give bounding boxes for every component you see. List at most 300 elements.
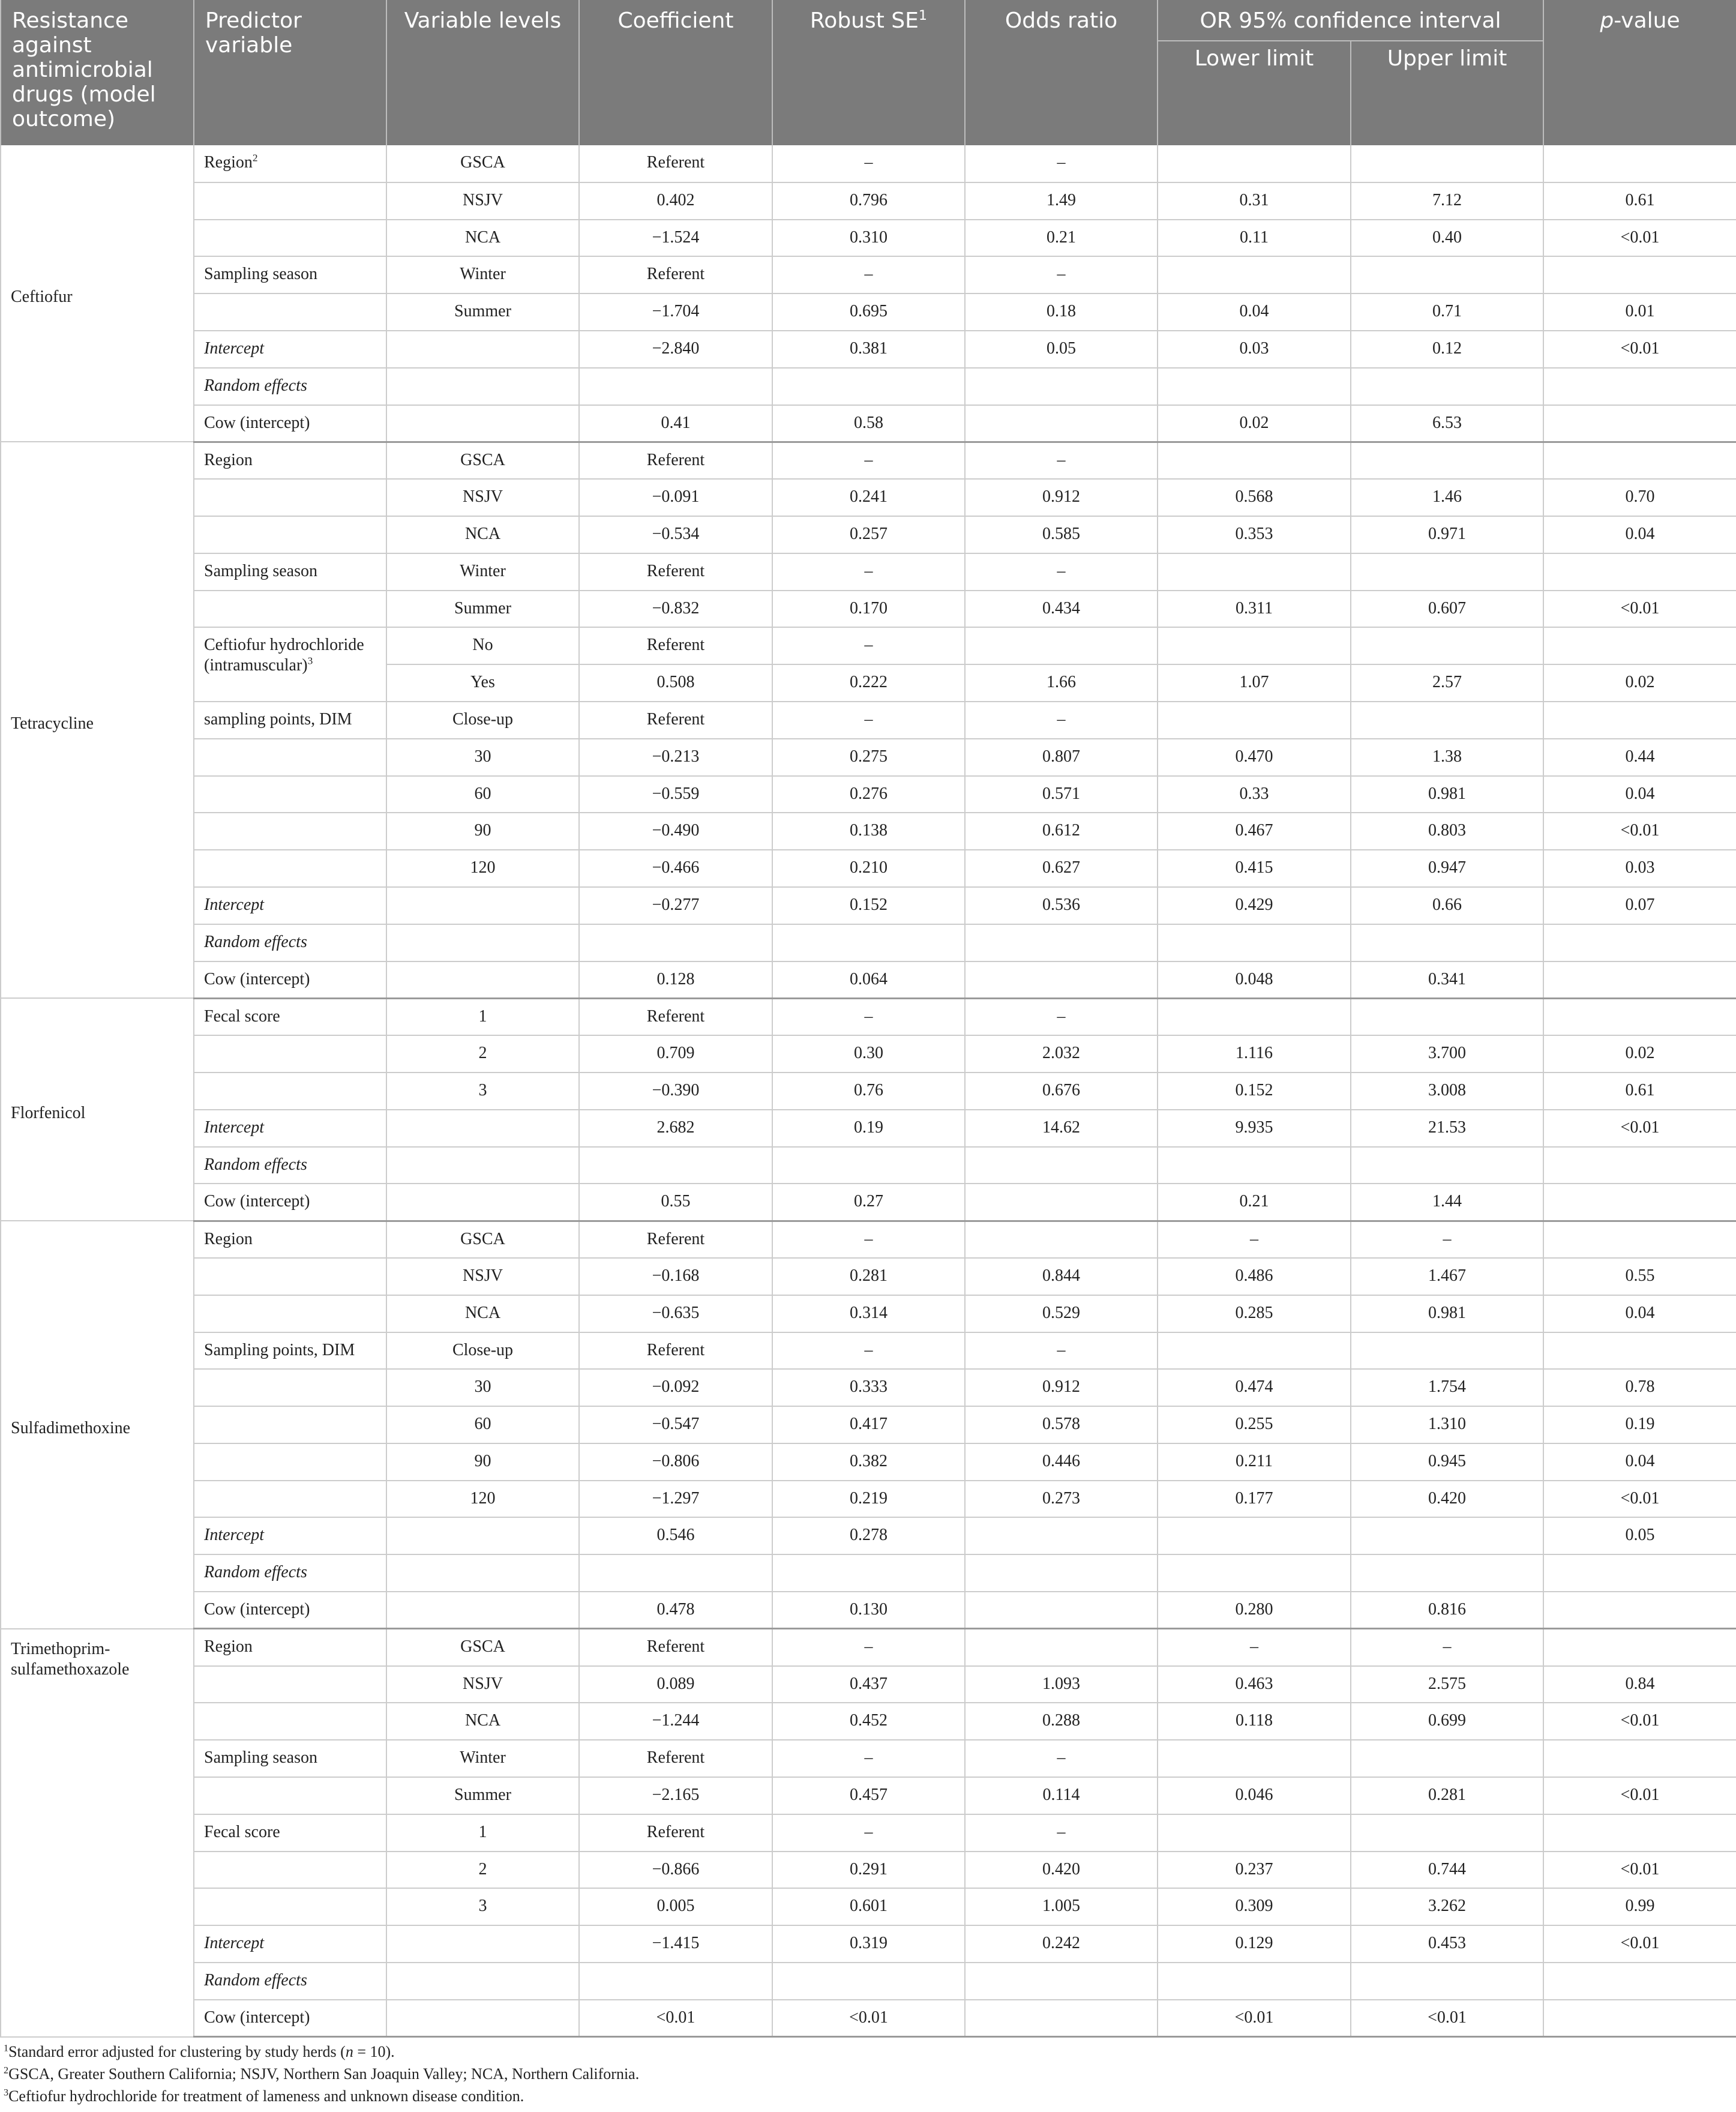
p-value-cell xyxy=(1543,1963,1736,2000)
robust-se-cell: – xyxy=(772,1814,965,1852)
predictor-cell xyxy=(194,739,386,776)
footnote-italic-text: n xyxy=(345,2043,353,2061)
coefficient-cell: Referent xyxy=(579,1332,772,1370)
p-value-cell: 0.04 xyxy=(1543,1443,1736,1481)
ci-lower-cell: 0.177 xyxy=(1158,1481,1351,1518)
table-row xyxy=(1,1332,1736,1370)
robust-se-cell: – xyxy=(772,702,965,739)
predictor-label: Region xyxy=(204,1229,253,1248)
table-row xyxy=(1,1629,1736,1666)
robust-se-cell xyxy=(772,1147,965,1184)
coefficient-cell: −0.534 xyxy=(579,516,772,553)
p-value-cell xyxy=(1543,145,1736,182)
variable-level-cell: NCA xyxy=(386,220,579,257)
variable-level-cell xyxy=(386,1592,579,1629)
ci-upper-cell: 7.12 xyxy=(1351,182,1543,220)
predictor-cell xyxy=(194,1517,386,1554)
p-value-cell xyxy=(1543,405,1736,442)
predictor-cell xyxy=(194,1184,386,1221)
robust-se-cell: 0.310 xyxy=(772,220,965,257)
table-row xyxy=(1,1221,1736,1258)
p-value-cell: 0.84 xyxy=(1543,1666,1736,1703)
ci-upper-cell: 0.971 xyxy=(1351,516,1543,553)
ci-lower-cell: 0.467 xyxy=(1158,813,1351,850)
ci-upper-cell: 0.947 xyxy=(1351,850,1543,887)
coefficient-cell xyxy=(579,1147,772,1184)
odds-ratio-cell: – xyxy=(965,553,1158,591)
robust-se-cell: 0.333 xyxy=(772,1369,965,1406)
header-lower-limit: Lower limit xyxy=(1158,41,1351,145)
table-row xyxy=(1,702,1736,739)
ci-upper-cell: 1.46 xyxy=(1351,479,1543,516)
coefficient-cell: 0.55 xyxy=(579,1184,772,1221)
robust-se-cell: – xyxy=(772,256,965,293)
predictor-label: Cow (intercept) xyxy=(204,969,310,988)
footnote-number: 3 xyxy=(4,2087,9,2098)
robust-se-cell: <0.01 xyxy=(772,2000,965,2037)
predictor-cell xyxy=(194,1703,386,1740)
coefficient-cell xyxy=(579,924,772,961)
robust-se-cell: – xyxy=(772,627,965,664)
ci-lower-cell: 1.116 xyxy=(1158,1035,1351,1073)
predictor-cell xyxy=(194,479,386,516)
ci-lower-cell xyxy=(1158,256,1351,293)
variable-level-cell xyxy=(386,2000,579,2037)
odds-ratio-cell xyxy=(965,1517,1158,1554)
coefficient-cell xyxy=(579,1554,772,1592)
predictor-cell xyxy=(194,1963,386,2000)
predictor-cell xyxy=(194,591,386,628)
table-row xyxy=(1,145,1736,182)
table-row xyxy=(1,1369,1736,1406)
odds-ratio-cell: 0.273 xyxy=(965,1481,1158,1518)
ci-upper-cell xyxy=(1351,1517,1543,1554)
table-body xyxy=(1,145,1736,2037)
ci-lower-cell: 0.568 xyxy=(1158,479,1351,516)
ci-upper-cell xyxy=(1351,702,1543,739)
variable-level-cell: Winter xyxy=(386,256,579,293)
variable-level-cell xyxy=(386,1184,579,1221)
coefficient-cell: −0.806 xyxy=(579,1443,772,1481)
predictor-cell xyxy=(194,1258,386,1295)
header-p-rest: -value xyxy=(1614,8,1680,33)
robust-se-cell: 0.437 xyxy=(772,1666,965,1703)
coefficient-cell: −1.415 xyxy=(579,1925,772,1963)
odds-ratio-cell: 0.446 xyxy=(965,1443,1158,1481)
footnote-text-end: = 10). xyxy=(353,2043,395,2061)
coefficient-cell: Referent xyxy=(579,1814,772,1852)
variable-level-cell xyxy=(386,1554,579,1592)
predictor-cell xyxy=(194,924,386,961)
table-row xyxy=(1,442,1736,479)
ci-lower-cell: 0.152 xyxy=(1158,1073,1351,1110)
ci-upper-cell: 0.744 xyxy=(1351,1852,1543,1889)
footnote-text: Ceftiofur hydrochloride for treatment of lameness and unknown disease condition. xyxy=(8,2087,524,2105)
odds-ratio-cell: – xyxy=(965,998,1158,1035)
predictor-cell xyxy=(194,1481,386,1518)
ci-upper-cell: 1.467 xyxy=(1351,1258,1543,1295)
coefficient-cell: 0.709 xyxy=(579,1035,772,1073)
variable-level-cell: 60 xyxy=(386,1406,579,1443)
robust-se-cell: 0.257 xyxy=(772,516,965,553)
ci-upper-cell: 1.754 xyxy=(1351,1369,1543,1406)
odds-ratio-cell xyxy=(965,627,1158,664)
ci-upper-cell xyxy=(1351,368,1543,405)
predictor-cell xyxy=(194,813,386,850)
predictor-cell xyxy=(194,256,386,293)
p-value-cell: 0.61 xyxy=(1543,182,1736,220)
ci-lower-cell: 0.11 xyxy=(1158,220,1351,257)
ci-lower-cell: – xyxy=(1158,1221,1351,1258)
ci-upper-cell: 0.981 xyxy=(1351,1295,1543,1332)
table-row xyxy=(1,1852,1736,1889)
p-value-cell: <0.01 xyxy=(1543,1777,1736,1814)
coefficient-cell: −1.524 xyxy=(579,220,772,257)
odds-ratio-cell: 0.242 xyxy=(965,1925,1158,1963)
outcome-cell: Ceftiofur xyxy=(1,145,194,442)
ci-lower-cell: 0.463 xyxy=(1158,1666,1351,1703)
odds-ratio-cell xyxy=(965,368,1158,405)
robust-se-cell: 0.275 xyxy=(772,739,965,776)
p-value-cell: <0.01 xyxy=(1543,591,1736,628)
table-row xyxy=(1,293,1736,331)
ci-lower-cell: 0.470 xyxy=(1158,739,1351,776)
variable-level-cell: 60 xyxy=(386,776,579,813)
ci-upper-cell xyxy=(1351,1147,1543,1184)
p-value-cell: 0.04 xyxy=(1543,1295,1736,1332)
p-value-cell xyxy=(1543,924,1736,961)
robust-se-cell: – xyxy=(772,998,965,1035)
ci-upper-cell: 21.53 xyxy=(1351,1110,1543,1147)
table-row xyxy=(1,1110,1736,1147)
ci-upper-cell: 0.40 xyxy=(1351,220,1543,257)
predictor-label: Fecal score xyxy=(204,1822,280,1841)
ci-upper-cell: 0.803 xyxy=(1351,813,1543,850)
footnote xyxy=(4,2042,1736,2061)
odds-ratio-cell: 14.62 xyxy=(965,1110,1158,1147)
p-value-cell: 0.04 xyxy=(1543,776,1736,813)
predictor-cell xyxy=(194,405,386,442)
ci-lower-cell xyxy=(1158,1517,1351,1554)
odds-ratio-cell: 0.21 xyxy=(965,220,1158,257)
robust-se-cell: 0.601 xyxy=(772,1888,965,1925)
header-robust-se-footnote-mark: 1 xyxy=(918,8,928,23)
robust-se-cell: 0.27 xyxy=(772,1184,965,1221)
ci-upper-cell: 0.981 xyxy=(1351,776,1543,813)
table-row xyxy=(1,961,1736,999)
variable-level-cell: NCA xyxy=(386,1703,579,1740)
header-p-italic: p xyxy=(1600,8,1614,33)
footnote xyxy=(4,2087,1736,2105)
predictor-cell xyxy=(194,887,386,924)
predictor-label: sampling points, DIM xyxy=(204,709,352,729)
odds-ratio-cell: 1.005 xyxy=(965,1888,1158,1925)
variable-level-cell: GSCA xyxy=(386,1221,579,1258)
ci-lower-cell: 0.21 xyxy=(1158,1184,1351,1221)
variable-level-cell: GSCA xyxy=(386,1629,579,1666)
predictor-cell xyxy=(194,1554,386,1592)
p-value-cell xyxy=(1543,553,1736,591)
p-value-cell xyxy=(1543,1592,1736,1629)
p-value-cell: <0.01 xyxy=(1543,1925,1736,1963)
odds-ratio-cell: 0.420 xyxy=(965,1852,1158,1889)
odds-ratio-cell xyxy=(965,2000,1158,2037)
footnote-text: Standard error adjusted for clustering by study herds ( xyxy=(8,2043,346,2061)
table-row xyxy=(1,998,1736,1035)
ci-upper-cell: 3.700 xyxy=(1351,1035,1543,1073)
robust-se-cell: 0.222 xyxy=(772,664,965,702)
table-row xyxy=(1,1035,1736,1073)
p-value-cell: 0.01 xyxy=(1543,293,1736,331)
table-row xyxy=(1,850,1736,887)
odds-ratio-cell xyxy=(965,1963,1158,2000)
variable-level-cell: 2 xyxy=(386,1035,579,1073)
p-value-cell: 0.02 xyxy=(1543,1035,1736,1073)
odds-ratio-cell xyxy=(965,1221,1158,1258)
variable-level-cell: 90 xyxy=(386,1443,579,1481)
p-value-cell: 0.04 xyxy=(1543,516,1736,553)
ci-upper-cell xyxy=(1351,627,1543,664)
ci-lower-cell: 0.285 xyxy=(1158,1295,1351,1332)
variable-level-cell: Close-up xyxy=(386,702,579,739)
robust-se-cell: 0.319 xyxy=(772,1925,965,1963)
robust-se-cell: 0.796 xyxy=(772,182,965,220)
predictor-label: Cow (intercept) xyxy=(204,2008,310,2027)
variable-level-cell: NSJV xyxy=(386,479,579,516)
p-value-cell xyxy=(1543,702,1736,739)
variable-level-cell xyxy=(386,368,579,405)
p-value-cell: 0.03 xyxy=(1543,850,1736,887)
odds-ratio-cell xyxy=(965,405,1158,442)
coefficient-cell: Referent xyxy=(579,702,772,739)
predictor-label: Ceftiofur hydrochloride (intramuscular) xyxy=(204,636,364,675)
variable-level-cell xyxy=(386,1925,579,1963)
table-row xyxy=(1,256,1736,293)
coefficient-cell: −2.840 xyxy=(579,331,772,368)
predictor-label: Random effects xyxy=(204,1563,307,1582)
outcome-cell: Florfenicol xyxy=(1,998,194,1221)
predictor-cell xyxy=(194,1035,386,1073)
ci-lower-cell: 0.33 xyxy=(1158,776,1351,813)
coefficient-cell xyxy=(579,368,772,405)
p-value-cell: <0.01 xyxy=(1543,331,1736,368)
ci-upper-cell: 0.945 xyxy=(1351,1443,1543,1481)
header-robust-se-label: Robust SE xyxy=(809,8,919,33)
odds-ratio-cell: 0.627 xyxy=(965,850,1158,887)
ci-lower-cell: 9.935 xyxy=(1158,1110,1351,1147)
header-p-value xyxy=(1543,0,1736,145)
header-ci: OR 95% confidence interval xyxy=(1158,0,1543,41)
robust-se-cell: 0.30 xyxy=(772,1035,965,1073)
ci-lower-cell: 0.415 xyxy=(1158,850,1351,887)
variable-level-cell: NSJV xyxy=(386,182,579,220)
robust-se-cell: 0.291 xyxy=(772,1852,965,1889)
ci-lower-cell xyxy=(1158,998,1351,1035)
coefficient-cell: −0.547 xyxy=(579,1406,772,1443)
odds-ratio-cell: 0.114 xyxy=(965,1777,1158,1814)
predictor-cell xyxy=(194,1147,386,1184)
ci-upper-cell: 0.607 xyxy=(1351,591,1543,628)
p-value-cell: 0.02 xyxy=(1543,664,1736,702)
predictor-label: Cow (intercept) xyxy=(204,1600,310,1619)
coefficient-cell: −0.213 xyxy=(579,739,772,776)
robust-se-cell: – xyxy=(772,1332,965,1370)
table-row xyxy=(1,1517,1736,1554)
predictor-label: Random effects xyxy=(204,376,307,395)
variable-level-cell: 1 xyxy=(386,998,579,1035)
predictor-cell xyxy=(194,1777,386,1814)
ci-lower-cell: 0.280 xyxy=(1158,1592,1351,1629)
predictor-cell xyxy=(194,1888,386,1925)
odds-ratio-cell: 0.434 xyxy=(965,591,1158,628)
odds-ratio-cell: 0.676 xyxy=(965,1073,1158,1110)
ci-upper-cell: 1.310 xyxy=(1351,1406,1543,1443)
ci-upper-cell: 2.57 xyxy=(1351,664,1543,702)
header-coefficient: Coefficient xyxy=(579,0,772,145)
coefficient-cell: 0.508 xyxy=(579,664,772,702)
odds-ratio-cell: – xyxy=(965,145,1158,182)
odds-ratio-cell: 0.585 xyxy=(965,516,1158,553)
odds-ratio-cell: 0.05 xyxy=(965,331,1158,368)
p-value-cell: <0.01 xyxy=(1543,1481,1736,1518)
predictor-cell xyxy=(194,1443,386,1481)
footnote-number: 1 xyxy=(4,2043,9,2054)
table-row xyxy=(1,1666,1736,1703)
table-header xyxy=(1,0,1736,145)
table-row xyxy=(1,1443,1736,1481)
ci-lower-cell: 0.118 xyxy=(1158,1703,1351,1740)
ci-upper-cell: 3.262 xyxy=(1351,1888,1543,1925)
predictor-label: Intercept xyxy=(204,338,265,358)
predictor-cell xyxy=(194,627,386,702)
p-value-cell: 0.99 xyxy=(1543,1888,1736,1925)
variable-level-cell: Yes xyxy=(386,664,579,702)
table-row xyxy=(1,1592,1736,1629)
p-value-cell: 0.05 xyxy=(1543,1517,1736,1554)
table-row xyxy=(1,1481,1736,1518)
variable-level-cell: 120 xyxy=(386,1481,579,1518)
ci-lower-cell: 0.309 xyxy=(1158,1888,1351,1925)
table-row xyxy=(1,2000,1736,2037)
coefficient-cell: Referent xyxy=(579,1221,772,1258)
variable-level-cell xyxy=(386,1110,579,1147)
p-value-cell: <0.01 xyxy=(1543,1703,1736,1740)
odds-ratio-cell xyxy=(965,1554,1158,1592)
ci-lower-cell: 0.429 xyxy=(1158,887,1351,924)
ci-lower-cell: 0.486 xyxy=(1158,1258,1351,1295)
predictor-label: Region xyxy=(204,450,253,469)
variable-level-cell: Summer xyxy=(386,1777,579,1814)
predictor-cell xyxy=(194,182,386,220)
ci-lower-cell xyxy=(1158,1332,1351,1370)
predictor-label: Random effects xyxy=(204,1155,307,1174)
predictor-label: Random effects xyxy=(204,932,307,951)
table-row xyxy=(1,1554,1736,1592)
variable-level-cell: Summer xyxy=(386,293,579,331)
ci-upper-cell xyxy=(1351,1554,1543,1592)
odds-ratio-cell: 0.807 xyxy=(965,739,1158,776)
coefficient-cell: Referent xyxy=(579,442,772,479)
predictor-cell xyxy=(194,1852,386,1889)
robust-se-cell: – xyxy=(772,145,965,182)
footnote xyxy=(4,2065,1736,2083)
variable-level-cell: 30 xyxy=(386,739,579,776)
ci-lower-cell xyxy=(1158,368,1351,405)
ci-upper-cell: 1.38 xyxy=(1351,739,1543,776)
robust-se-cell: 0.381 xyxy=(772,331,965,368)
table-row xyxy=(1,1147,1736,1184)
variable-level-cell: Summer xyxy=(386,591,579,628)
ci-lower-cell: 0.255 xyxy=(1158,1406,1351,1443)
odds-ratio-cell: 0.612 xyxy=(965,813,1158,850)
p-value-cell: 0.70 xyxy=(1543,479,1736,516)
p-value-cell xyxy=(1543,1814,1736,1852)
table-row xyxy=(1,627,1736,664)
robust-se-cell xyxy=(772,924,965,961)
coefficient-cell: 0.546 xyxy=(579,1517,772,1554)
p-value-cell xyxy=(1543,256,1736,293)
coefficient-cell: Referent xyxy=(579,998,772,1035)
outcome-cell: Trimethoprim-sulfamethoxazole xyxy=(1,1629,194,2037)
table-row xyxy=(1,220,1736,257)
predictor-cell xyxy=(194,442,386,479)
predictor-cell xyxy=(194,702,386,739)
coefficient-cell: −0.466 xyxy=(579,850,772,887)
table-row xyxy=(1,887,1736,924)
predictor-label: Cow (intercept) xyxy=(204,1192,310,1211)
robust-se-cell: 0.76 xyxy=(772,1073,965,1110)
p-value-cell: 0.19 xyxy=(1543,1406,1736,1443)
robust-se-cell: 0.19 xyxy=(772,1110,965,1147)
footnote-mark: 3 xyxy=(307,655,313,667)
odds-ratio-cell: – xyxy=(965,1332,1158,1370)
predictor-cell xyxy=(194,1369,386,1406)
coefficient-cell: −1.297 xyxy=(579,1481,772,1518)
ci-lower-cell: 0.211 xyxy=(1158,1443,1351,1481)
ci-lower-cell xyxy=(1158,1814,1351,1852)
ci-lower-cell xyxy=(1158,145,1351,182)
footnotes xyxy=(0,2038,1736,2105)
predictor-cell xyxy=(194,1332,386,1370)
odds-ratio-cell: 0.529 xyxy=(965,1295,1158,1332)
ci-upper-cell xyxy=(1351,442,1543,479)
coefficient-cell: 0.005 xyxy=(579,1888,772,1925)
robust-se-cell xyxy=(772,1963,965,2000)
variable-level-cell: 3 xyxy=(386,1073,579,1110)
ci-lower-cell: – xyxy=(1158,1629,1351,1666)
table-row xyxy=(1,1258,1736,1295)
predictor-cell xyxy=(194,1110,386,1147)
p-value-cell: 0.07 xyxy=(1543,887,1736,924)
odds-ratio-cell: 0.912 xyxy=(965,1369,1158,1406)
coefficient-cell: −0.168 xyxy=(579,1258,772,1295)
table-row xyxy=(1,553,1736,591)
robust-se-cell: – xyxy=(772,1740,965,1777)
p-value-cell: <0.01 xyxy=(1543,220,1736,257)
robust-se-cell: 0.281 xyxy=(772,1258,965,1295)
coefficient-cell: −0.635 xyxy=(579,1295,772,1332)
ci-upper-cell xyxy=(1351,1332,1543,1370)
coefficient-cell: −2.165 xyxy=(579,1777,772,1814)
table-row xyxy=(1,1777,1736,1814)
ci-lower-cell xyxy=(1158,924,1351,961)
variable-level-cell xyxy=(386,405,579,442)
ci-lower-cell xyxy=(1158,1740,1351,1777)
coefficient-cell: −0.091 xyxy=(579,479,772,516)
robust-se-cell: 0.276 xyxy=(772,776,965,813)
odds-ratio-cell: – xyxy=(965,1740,1158,1777)
ci-lower-cell: <0.01 xyxy=(1158,2000,1351,2037)
